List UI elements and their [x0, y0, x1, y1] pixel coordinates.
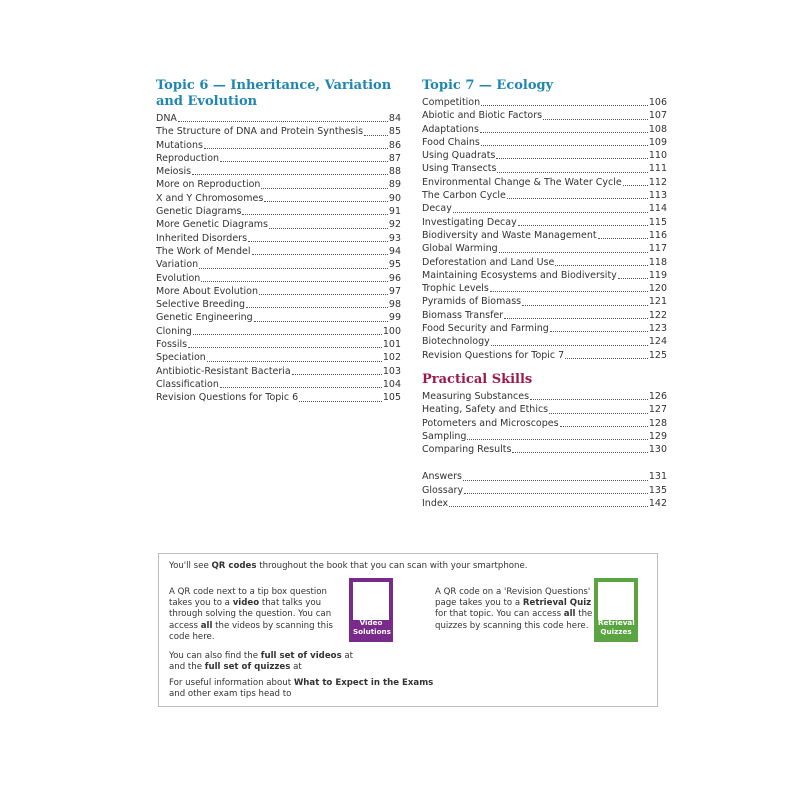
- dot-leader: [618, 278, 648, 279]
- toc-entry-page: 108: [648, 123, 667, 135]
- toc-entry-title: Cloning: [156, 325, 192, 337]
- dot-leader: [453, 212, 648, 213]
- topic6-heading: [156, 78, 401, 110]
- toc-entry-title: Pyramids of Biomass: [422, 296, 522, 308]
- dot-leader: [598, 238, 648, 239]
- dot-leader: [522, 305, 648, 306]
- topic7-section: [422, 78, 667, 510]
- toc-entry[interactable]: [156, 351, 401, 364]
- dot-leader: [299, 401, 382, 402]
- toc-entry-title: Environmental Change & The Water Cycle: [422, 176, 622, 188]
- toc-entry[interactable]: [422, 349, 667, 362]
- toc-entry-page: 124: [648, 336, 667, 348]
- toc-entry-page: 88: [388, 166, 401, 178]
- toc-entry-page: 129: [648, 430, 667, 442]
- toc-entry-title: Selective Breeding: [156, 299, 246, 311]
- toc-entry-title: Index: [422, 498, 449, 510]
- practical-contents-list: [422, 390, 667, 456]
- toc-entry-title: Sampling: [422, 430, 467, 442]
- topic6-section: [156, 78, 401, 405]
- toc-entry[interactable]: [422, 390, 667, 403]
- dot-leader: [248, 241, 388, 242]
- qr-intro-text: You'll see QR codes throughout the book that you can scan with your smartphone.: [169, 561, 528, 571]
- dot-leader: [560, 426, 648, 427]
- toc-entry[interactable]: [422, 322, 667, 335]
- dot-leader: [518, 225, 648, 226]
- dot-leader: [504, 318, 648, 319]
- toc-entry-page: 118: [648, 256, 667, 268]
- toc-entry-title: Using Quadrats: [422, 150, 496, 162]
- toc-entry[interactable]: [156, 298, 401, 311]
- toc-entry-page: 93: [388, 232, 401, 244]
- toc-entry[interactable]: [422, 309, 667, 322]
- dot-leader: [565, 358, 648, 359]
- toc-entry-page: 105: [382, 392, 401, 404]
- dot-leader: [530, 399, 648, 400]
- toc-entry[interactable]: [156, 152, 401, 165]
- topic6-heading-line1: Topic 6 — Inheritance, Variation: [156, 78, 392, 93]
- dot-leader: [480, 132, 648, 133]
- toc-entry[interactable]: [156, 125, 401, 138]
- toc-entry-page: 95: [388, 259, 401, 271]
- dot-leader: [204, 148, 388, 149]
- toc-entry[interactable]: [156, 139, 401, 152]
- toc-entry-title: Biomass Transfer: [422, 309, 504, 321]
- practical-skills-heading: Practical Skills: [422, 371, 533, 387]
- toc-entry-title: Variation: [156, 259, 199, 271]
- dot-leader: [449, 506, 648, 507]
- qr-code-icon: [598, 582, 634, 620]
- toc-entry-title: Competition: [422, 97, 481, 108]
- toc-entry[interactable]: [422, 189, 667, 202]
- dot-leader: [193, 334, 382, 335]
- toc-entry[interactable]: [156, 285, 401, 298]
- toc-entry-page: 130: [648, 444, 667, 456]
- toc-entry[interactable]: [156, 245, 401, 258]
- toc-entry-title: Antibiotic-Resistant Bacteria: [156, 365, 291, 377]
- dot-leader: [192, 174, 388, 175]
- toc-entry-title: Heating, Safety and Ethics: [422, 404, 549, 416]
- toc-entry-title: The Structure of DNA and Protein Synthesis: [156, 126, 364, 138]
- dot-leader: [550, 331, 648, 332]
- toc-entry[interactable]: [156, 258, 401, 271]
- toc-entry[interactable]: [422, 136, 667, 149]
- toc-entry-title: More Genetic Diagrams: [156, 219, 268, 231]
- toc-entry-title: Inherited Disorders: [156, 232, 248, 244]
- toc-entry[interactable]: [156, 112, 401, 125]
- toc-entry-page: 87: [388, 152, 401, 164]
- dot-leader: [481, 145, 648, 146]
- toc-entry[interactable]: [422, 176, 667, 189]
- toc-entry-page: 98: [388, 299, 401, 311]
- toc-entry[interactable]: [422, 242, 667, 255]
- toc-entry-page: 90: [388, 192, 401, 204]
- dot-leader: [264, 201, 388, 202]
- dot-leader: [207, 361, 382, 362]
- toc-entry-page: 120: [648, 283, 667, 295]
- toc-entry[interactable]: [422, 430, 667, 443]
- dot-leader: [555, 265, 647, 266]
- toc-entry-page: 89: [388, 179, 401, 191]
- toc-entry-page: 122: [648, 309, 667, 321]
- toc-entry[interactable]: [422, 202, 667, 215]
- toc-entry-page: 106: [648, 97, 667, 108]
- toc-entry-page: 113: [648, 190, 667, 202]
- toc-entry-title: Revision Questions for Topic 6: [156, 392, 299, 404]
- dot-leader: [490, 291, 648, 292]
- toc-entry[interactable]: [422, 109, 667, 122]
- dot-leader: [491, 345, 648, 346]
- toc-entry-page: 91: [388, 206, 401, 218]
- dot-leader: [188, 347, 382, 348]
- toc-entry-title: Decay: [422, 203, 452, 215]
- toc-entry-page: 116: [648, 229, 667, 241]
- dot-leader: [623, 185, 648, 186]
- dot-leader: [543, 119, 648, 120]
- dot-leader: [499, 252, 648, 253]
- toc-entry-page: 119: [648, 269, 667, 281]
- toc-entry[interactable]: [156, 272, 401, 285]
- toc-entry[interactable]: [422, 470, 667, 483]
- toc-entry[interactable]: [156, 218, 401, 231]
- dot-leader: [549, 413, 648, 414]
- dot-leader: [259, 294, 388, 295]
- retrieval-quizzes-label: Retrieval Quizzes: [598, 618, 635, 636]
- dot-leader: [199, 268, 388, 269]
- toc-entry-title: The Work of Mendel: [156, 245, 251, 257]
- dot-leader: [246, 307, 388, 308]
- toc-entry[interactable]: [156, 391, 401, 404]
- toc-entry-page: 96: [388, 272, 401, 284]
- toc-entry-page: 102: [382, 352, 401, 364]
- toc-entry-title: Answers: [422, 471, 462, 483]
- toc-entry-title: Evolution: [156, 272, 201, 284]
- toc-entry-title: Food Security and Farming: [422, 323, 549, 335]
- toc-entry-title: Reproduction: [156, 152, 220, 164]
- toc-entry[interactable]: [156, 365, 401, 378]
- toc-entry[interactable]: [422, 282, 667, 295]
- toc-entry-title: More on Reproduction: [156, 179, 261, 191]
- toc-entry-page: 109: [648, 136, 667, 148]
- toc-entry[interactable]: [156, 378, 401, 391]
- dot-leader: [242, 214, 387, 215]
- toc-entry-page: 104: [382, 378, 401, 390]
- dot-leader: [269, 228, 388, 229]
- toc-entry[interactable]: [156, 325, 401, 338]
- toc-entry-page: 121: [648, 296, 667, 308]
- topic6-contents-list: [156, 112, 401, 405]
- toc-entry[interactable]: [422, 443, 667, 456]
- toc-entry-page: 125: [648, 349, 667, 361]
- toc-entry-title: Adaptations: [422, 123, 479, 135]
- qr-code-icon: [353, 582, 389, 620]
- toc-entry-title: Comparing Results: [422, 444, 512, 456]
- toc-entry[interactable]: [422, 269, 667, 282]
- toc-entry-title: Meiosis: [156, 166, 192, 178]
- toc-entry[interactable]: [422, 497, 667, 510]
- quiz-qr-description: A QR code on a 'Revision Questions' page takes you to a Retrieval Quiz for that topic. You can access all the quizzes by scanning this code here.: [435, 587, 593, 631]
- toc-entry-title: More About Evolution: [156, 285, 258, 297]
- toc-entry[interactable]: [422, 162, 667, 175]
- toc-entry-page: 99: [388, 312, 401, 324]
- toc-entry[interactable]: [422, 123, 667, 136]
- dot-leader: [464, 493, 648, 494]
- toc-entry-title: Global Warming: [422, 243, 498, 255]
- toc-entry-title: Genetic Engineering: [156, 312, 253, 324]
- toc-entry-page: 94: [388, 245, 401, 257]
- toc-entry-page: 115: [648, 216, 667, 228]
- toc-entry[interactable]: [156, 178, 401, 191]
- toc-entry-title: Speciation: [156, 352, 206, 364]
- toc-entry-title: Classification: [156, 378, 219, 390]
- toc-entry-title: Abiotic and Biotic Factors: [422, 110, 543, 122]
- dot-leader: [292, 374, 382, 375]
- toc-entry[interactable]: [156, 192, 401, 205]
- dot-leader: [252, 254, 388, 255]
- toc-entry-title: Revision Questions for Topic 7: [422, 349, 565, 361]
- toc-entry[interactable]: [422, 96, 667, 109]
- toc-entry[interactable]: [156, 311, 401, 324]
- toc-entry-title: Maintaining Ecosystems and Biodiversity: [422, 269, 617, 281]
- toc-entry-title: The Carbon Cycle: [422, 190, 506, 202]
- toc-entry-title: Biotechnology: [422, 336, 490, 348]
- toc-entry-page: 86: [388, 139, 401, 151]
- toc-entry[interactable]: [156, 205, 401, 218]
- toc-entry-page: 112: [648, 176, 667, 188]
- toc-entry-page: 111: [648, 163, 667, 175]
- toc-entry-title: Genetic Diagrams: [156, 206, 242, 218]
- topic7-heading: Topic 7 — Ecology: [422, 78, 554, 93]
- dot-leader: [178, 121, 388, 122]
- topic7-contents-list: [422, 96, 667, 362]
- toc-entry[interactable]: [422, 256, 667, 269]
- toc-entry[interactable]: [422, 417, 667, 430]
- toc-entry[interactable]: [422, 335, 667, 348]
- toc-entry-page: 103: [382, 365, 401, 377]
- toc-entry-title: Investigating Decay: [422, 216, 517, 228]
- toc-entry[interactable]: [422, 295, 667, 308]
- toc-entry-page: 92: [388, 219, 401, 231]
- toc-entry-page: 84: [388, 113, 401, 124]
- toc-entry-page: 114: [648, 203, 667, 215]
- toc-entry-title: Trophic Levels: [422, 283, 489, 295]
- toc-entry[interactable]: [422, 229, 667, 242]
- toc-entry-page: 101: [382, 339, 401, 351]
- dot-leader: [497, 172, 647, 173]
- toc-entry-page: 97: [388, 285, 401, 297]
- video-solutions-qr-code[interactable]: [349, 578, 393, 642]
- exam-info-text: For useful information about What to Expect in the Exams and other exam tips head to: [169, 678, 434, 700]
- video-qr-description: A QR code next to a tip box question takes you to a video that talks you through solving the question. You can access all the videos by scanning this code here.: [169, 587, 333, 642]
- toc-entry-title: Fossils: [156, 339, 188, 351]
- dot-leader: [507, 198, 648, 199]
- toc-entry[interactable]: [422, 149, 667, 162]
- toc-entry-title: Deforestation and Land Use: [422, 256, 555, 268]
- toc-entry-page: 117: [648, 243, 667, 255]
- dot-leader: [364, 135, 388, 136]
- dot-leader: [201, 281, 388, 282]
- toc-entry-title: Using Transects: [422, 163, 497, 175]
- dot-leader: [463, 480, 648, 481]
- toc-entry-page: 127: [648, 404, 667, 416]
- toc-entry-title: X and Y Chromosomes: [156, 192, 264, 204]
- dot-leader: [496, 158, 647, 159]
- toc-entry-page: 142: [648, 498, 667, 510]
- toc-entry-title: Mutations: [156, 139, 203, 151]
- toc-entry[interactable]: [156, 165, 401, 178]
- toc-entry-page: 107: [648, 110, 667, 122]
- toc-entry-page: 131: [648, 471, 667, 483]
- toc-entry-page: 128: [648, 417, 667, 429]
- retrieval-quizzes-qr-code[interactable]: [594, 578, 638, 642]
- extras-contents-list: [422, 470, 667, 510]
- toc-entry[interactable]: [422, 484, 667, 497]
- dot-leader: [512, 452, 647, 453]
- toc-entry-page: 135: [648, 484, 667, 496]
- toc-entry-title: Measuring Substances: [422, 390, 530, 402]
- toc-entry-title: Glossary: [422, 484, 464, 496]
- toc-entry[interactable]: [422, 403, 667, 416]
- dot-leader: [467, 439, 647, 440]
- dot-leader: [254, 321, 388, 322]
- toc-entry-title: Food Chains: [422, 136, 480, 148]
- dot-leader: [220, 387, 382, 388]
- dot-leader: [261, 188, 387, 189]
- full-set-text: You can also find the full set of videos at and the full set of quizzes at: [169, 651, 354, 673]
- topic6-heading-line2: and Evolution: [156, 94, 258, 109]
- toc-entry[interactable]: [156, 338, 401, 351]
- qr-info-box: [158, 553, 658, 707]
- video-solutions-label: Video Solutions: [353, 618, 391, 636]
- toc-entry-title: DNA: [156, 113, 177, 124]
- toc-entry-page: 126: [648, 390, 667, 402]
- toc-entry-title: Potometers and Microscopes: [422, 417, 559, 429]
- toc-entry-page: 85: [388, 126, 401, 138]
- toc-entry-page: 110: [648, 150, 667, 162]
- toc-entry-page: 100: [382, 325, 401, 337]
- toc-entry[interactable]: [422, 216, 667, 229]
- toc-entry-page: 123: [648, 323, 667, 335]
- dot-leader: [220, 161, 388, 162]
- toc-entry-title: Biodiversity and Waste Management: [422, 229, 597, 241]
- toc-entry[interactable]: [156, 232, 401, 245]
- dot-leader: [481, 105, 648, 106]
